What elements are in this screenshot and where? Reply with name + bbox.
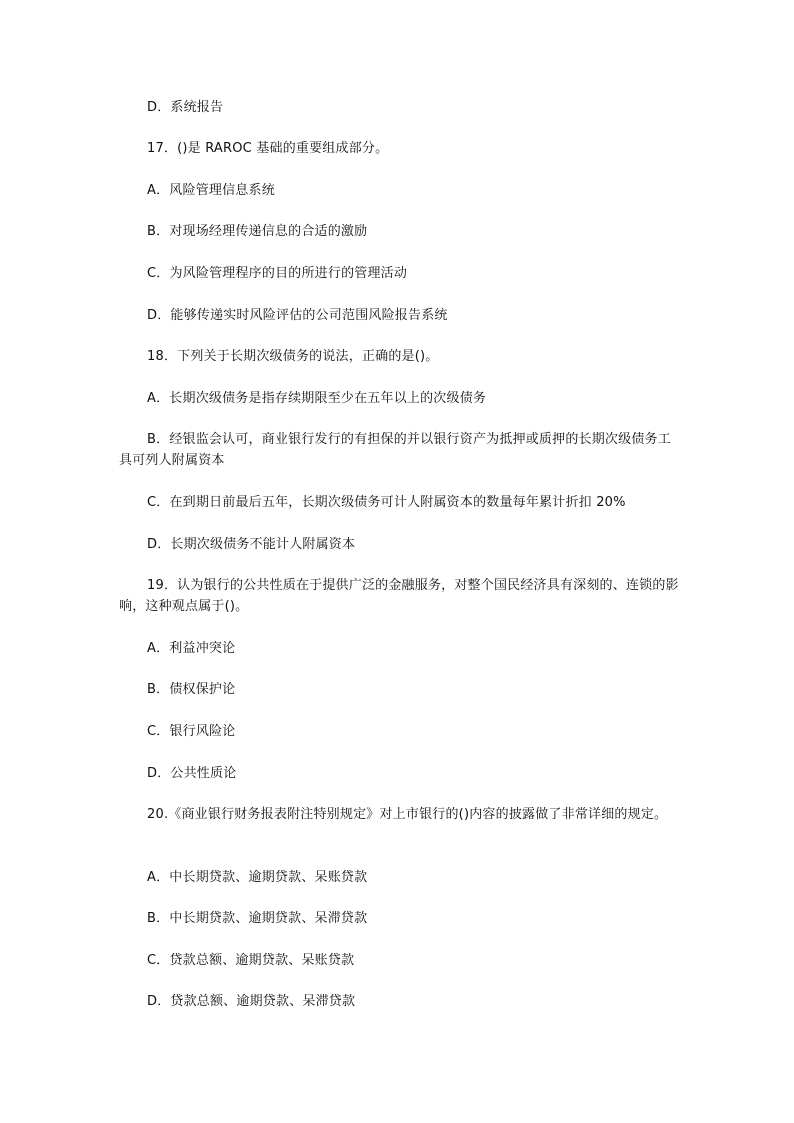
q19-option-c: C．银行风险论 bbox=[147, 724, 236, 739]
q19-option-d: D．公共性质论 bbox=[147, 766, 237, 781]
q20-question: 20.《商业银行财务报表附注特别规定》对上市银行的()内容的披露做了非常详细的规定。 bbox=[147, 807, 668, 822]
q18-option-d: D．长期次级债务不能计人附属资本 bbox=[147, 537, 356, 552]
q18-question: 18．下列关于长期次级债务的说法，正确的是()。 bbox=[147, 349, 439, 364]
q20-option-a: A．中长期贷款、逾期贷款、呆账贷款 bbox=[147, 870, 368, 885]
q18-option-b: B．经银监会认可，商业银行发行的有担保的并以银行资产为抵押或质押的长期次级债务工具可列人附属资本 bbox=[119, 432, 671, 468]
q20-option-d: D．贷款总额、逾期贷款、呆滞贷款 bbox=[147, 994, 356, 1009]
q18-option-a: A．长期次级债务是指存续期限至少在五年以上的次级债务 bbox=[147, 391, 487, 406]
q17-option-c: C．为风险管理程序的目的所进行的管理活动 bbox=[147, 266, 408, 281]
q20-option-b: B．中长期贷款、逾期贷款、呆滞贷款 bbox=[147, 911, 368, 926]
q20-option-c: C．贷款总额、逾期贷款、呆账贷款 bbox=[147, 953, 355, 968]
q19-option-b: B．债权保护论 bbox=[147, 682, 236, 697]
q17-question: 17．()是 RAROC 基础的重要组成部分。 bbox=[147, 141, 389, 156]
q17-option-b: B．对现场经理传递信息的合适的激励 bbox=[147, 224, 368, 239]
q19-option-a: A．利益冲突论 bbox=[147, 641, 236, 656]
q18-option-c: C．在到期日前最后五年，长期次级债务可计人附属资本的数量每年累计折扣 20% bbox=[147, 495, 626, 510]
q17-option-a: A．风险管理信息系统 bbox=[147, 183, 275, 198]
q17-option-d: D．能够传递实时风险评估的公司范围风险报告系统 bbox=[147, 308, 448, 323]
q16-option-d: D．系统报告 bbox=[147, 100, 224, 115]
q19-question: 19．认为银行的公共性质在于提供广泛的金融服务，对整个国民经济具有深刻的、连锁的影响，这种观点属于()。 bbox=[119, 578, 679, 614]
